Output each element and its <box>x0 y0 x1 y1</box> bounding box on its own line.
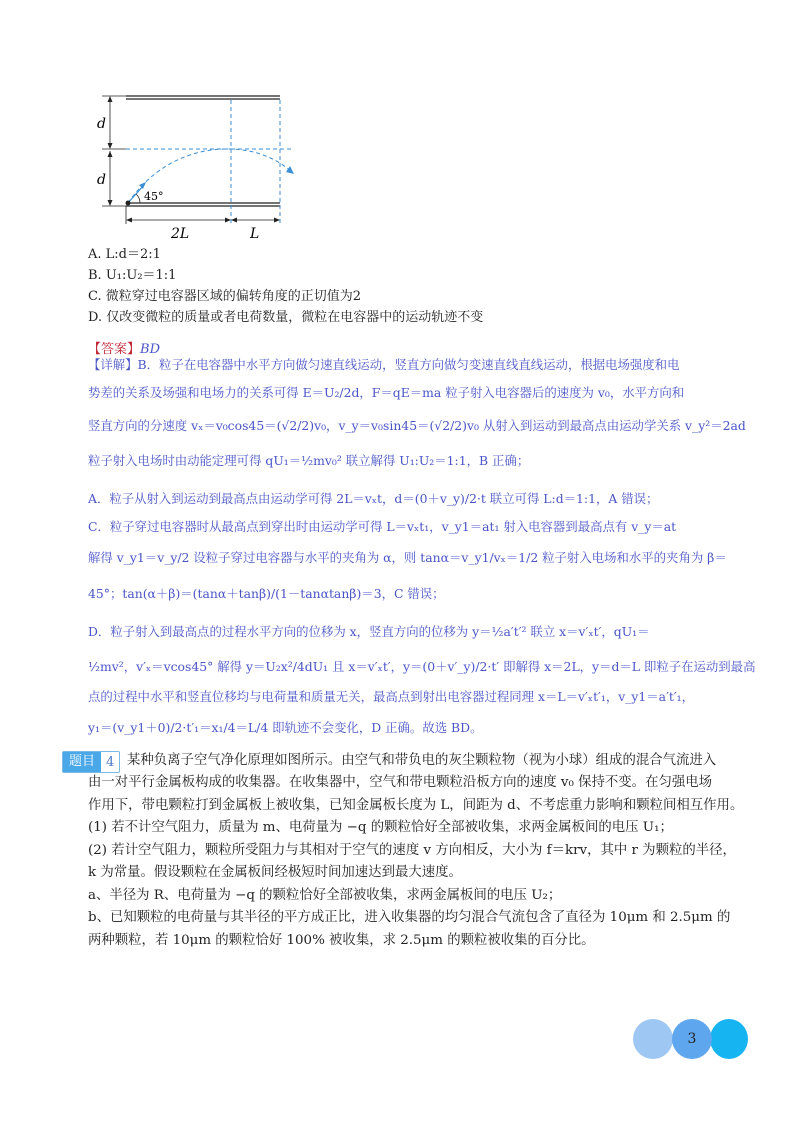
label-angle: 45° <box>144 190 164 203</box>
solution-line: 势差的关系及场强和电场力的关系可得 E＝U₂/2d，F＝qE＝ma 粒子射入电容器后的速度为 v₀，水平方向和 <box>88 385 685 400</box>
question-line: a、半径为 R、电荷量为 −q 的颗粒恰好全部被收集，求两金属板间的电压 U₂； <box>88 888 562 903</box>
answer <box>88 338 160 357</box>
question-line: b、已知颗粒的电荷量与其半径的平方成正比，进入收集器的均匀混合气流包含了直径为 10μm 和 2.5μm 的 <box>88 910 731 925</box>
option-c: C. 微粒穿过电容器区域的偏转角度的正切值为2 <box>88 289 362 304</box>
option-d: D. 仅改变微粒的质量或者电荷数量，微粒在电容器中的运动轨迹不变 <box>88 310 484 325</box>
question-tag <box>62 751 120 773</box>
question-tag-label: 题目 <box>63 752 101 772</box>
solution-line: A．粒子从射入到运动到最高点由运动学可得 2L＝vₓt，d＝(0＋v_y)/2·t 联立可得 L:d＝1:1，A 错误； <box>88 491 659 506</box>
solution-line: 竖直方向的分速度 vₓ＝v₀cos45＝(√2/2)v₀，v_y＝v₀sin45＝(√2/2)v₀ 从射入到运动到最高点由运动学关系 v_y²＝2ad <box>88 418 746 433</box>
particle <box>126 201 131 206</box>
solution-line: y₁＝(v_y1＋0)/2·t′₁＝x₁/4＝L/4 即轨迹不会变化，D 正确。故选 BD。 <box>88 720 483 735</box>
trajectory-arrow <box>286 166 294 174</box>
question-line: 某种负离子空气净化原理如图所示。由空气和带负电的灰尘颗粒物（视为小球）组成的混合气流进入 <box>127 753 717 768</box>
page-number: 3 <box>687 1031 697 1047</box>
question-line: 作用下，带电颗粒打到金属板上被收集，已知金属板长度为 L，间距为 d、不考虑重力影响和颗粒间相互作用。 <box>88 798 744 813</box>
label-2L: 2L <box>171 226 190 242</box>
solution-line: ½mv²，v′ₓ＝vcos45° 解得 y＝U₂x²/4dU₁ 且 x＝v′ₓt′，y＝(0＋v′_y)/2·t′ 即解得 x＝2L，y＝d＝L 即粒子在运动到最高 <box>88 659 756 674</box>
label-d-bottom: d <box>97 172 106 188</box>
option-a: A. L:d＝2:1 <box>88 247 161 262</box>
question-line: (2) 若计空气阻力，颗粒所受阻力与其相对于空气的速度 v 方向相反，大小为 f＝krv，其中 r 为颗粒的半径， <box>88 843 736 858</box>
question-line: k 为常量。假设颗粒在金属板间经极短时间加速达到最大速度。 <box>88 865 462 880</box>
question-line: (1) 若不计空气阻力，质量为 m、电荷量为 −q 的颗粒恰好全部被收集，求两金属板间的电压 U₁； <box>88 820 673 835</box>
question-tag-number: 4 <box>106 754 115 770</box>
capacitor-diagram <box>96 92 296 242</box>
answer-value: BD <box>140 342 160 357</box>
question-line: 两种颗粒，若 10μm 的颗粒恰好 100% 被收集，求 2.5μm 的颗粒被收集的百分比。 <box>88 933 595 948</box>
label-d-top: d <box>97 116 106 132</box>
solution-line: 45°；tan(α＋β)＝(tanα＋tanβ)/(1－tanαtanβ)＝3，C 错误； <box>88 586 445 601</box>
solution-line: 点的过程中水平和竖直位移均与电荷量和质量无关，最高点到射出电容器过程同理 x＝L＝v′ₓt′₁，v_y1＝a′t′₁， <box>88 689 695 704</box>
question-line: 由一对平行金属板构成的收集器。在收集器中，空气和带电颗粒沿板方向的速度 v₀ 保持不变。在匀强电场 <box>88 775 713 790</box>
solution-line: 解得 v_y1＝v_y/2 设粒子穿过电容器与水平的夹角为 α，则 tanα＝v_y1/vₓ＝1/2 粒子射入电场和水平的夹角为 β＝ <box>88 550 727 565</box>
solution-line: 粒子射入电场时由动能定理可得 qU₁＝½mv₀² 联立解得 U₁:U₂＝1:1，B 正确； <box>88 453 530 468</box>
answer-label: 【答案】 <box>88 342 141 357</box>
solution-line: D．粒子射入到最高点的过程水平方向的位移为 x，竖直方向的位移为 y＝½a′t′² 联立 x＝v′ₓt′，qU₁＝ <box>88 624 650 639</box>
solution-line: 【详解】B．粒子在电容器中水平方向做匀速直线运动，竖直方向做匀变速直线直线运动，根据电场强度和电 <box>88 357 680 372</box>
page-badge-circle <box>633 1019 673 1059</box>
solution-line: C．粒子穿过电容器时从最高点到穿出时由运动学可得 L＝vₓt₁，v_y1＝at₁ 射入电容器到最高点有 v_y＝at <box>88 519 677 534</box>
page-badge-circle <box>710 1019 748 1059</box>
label-L: L <box>250 226 260 242</box>
option-b: B. U₁:U₂＝1:1 <box>88 268 177 283</box>
